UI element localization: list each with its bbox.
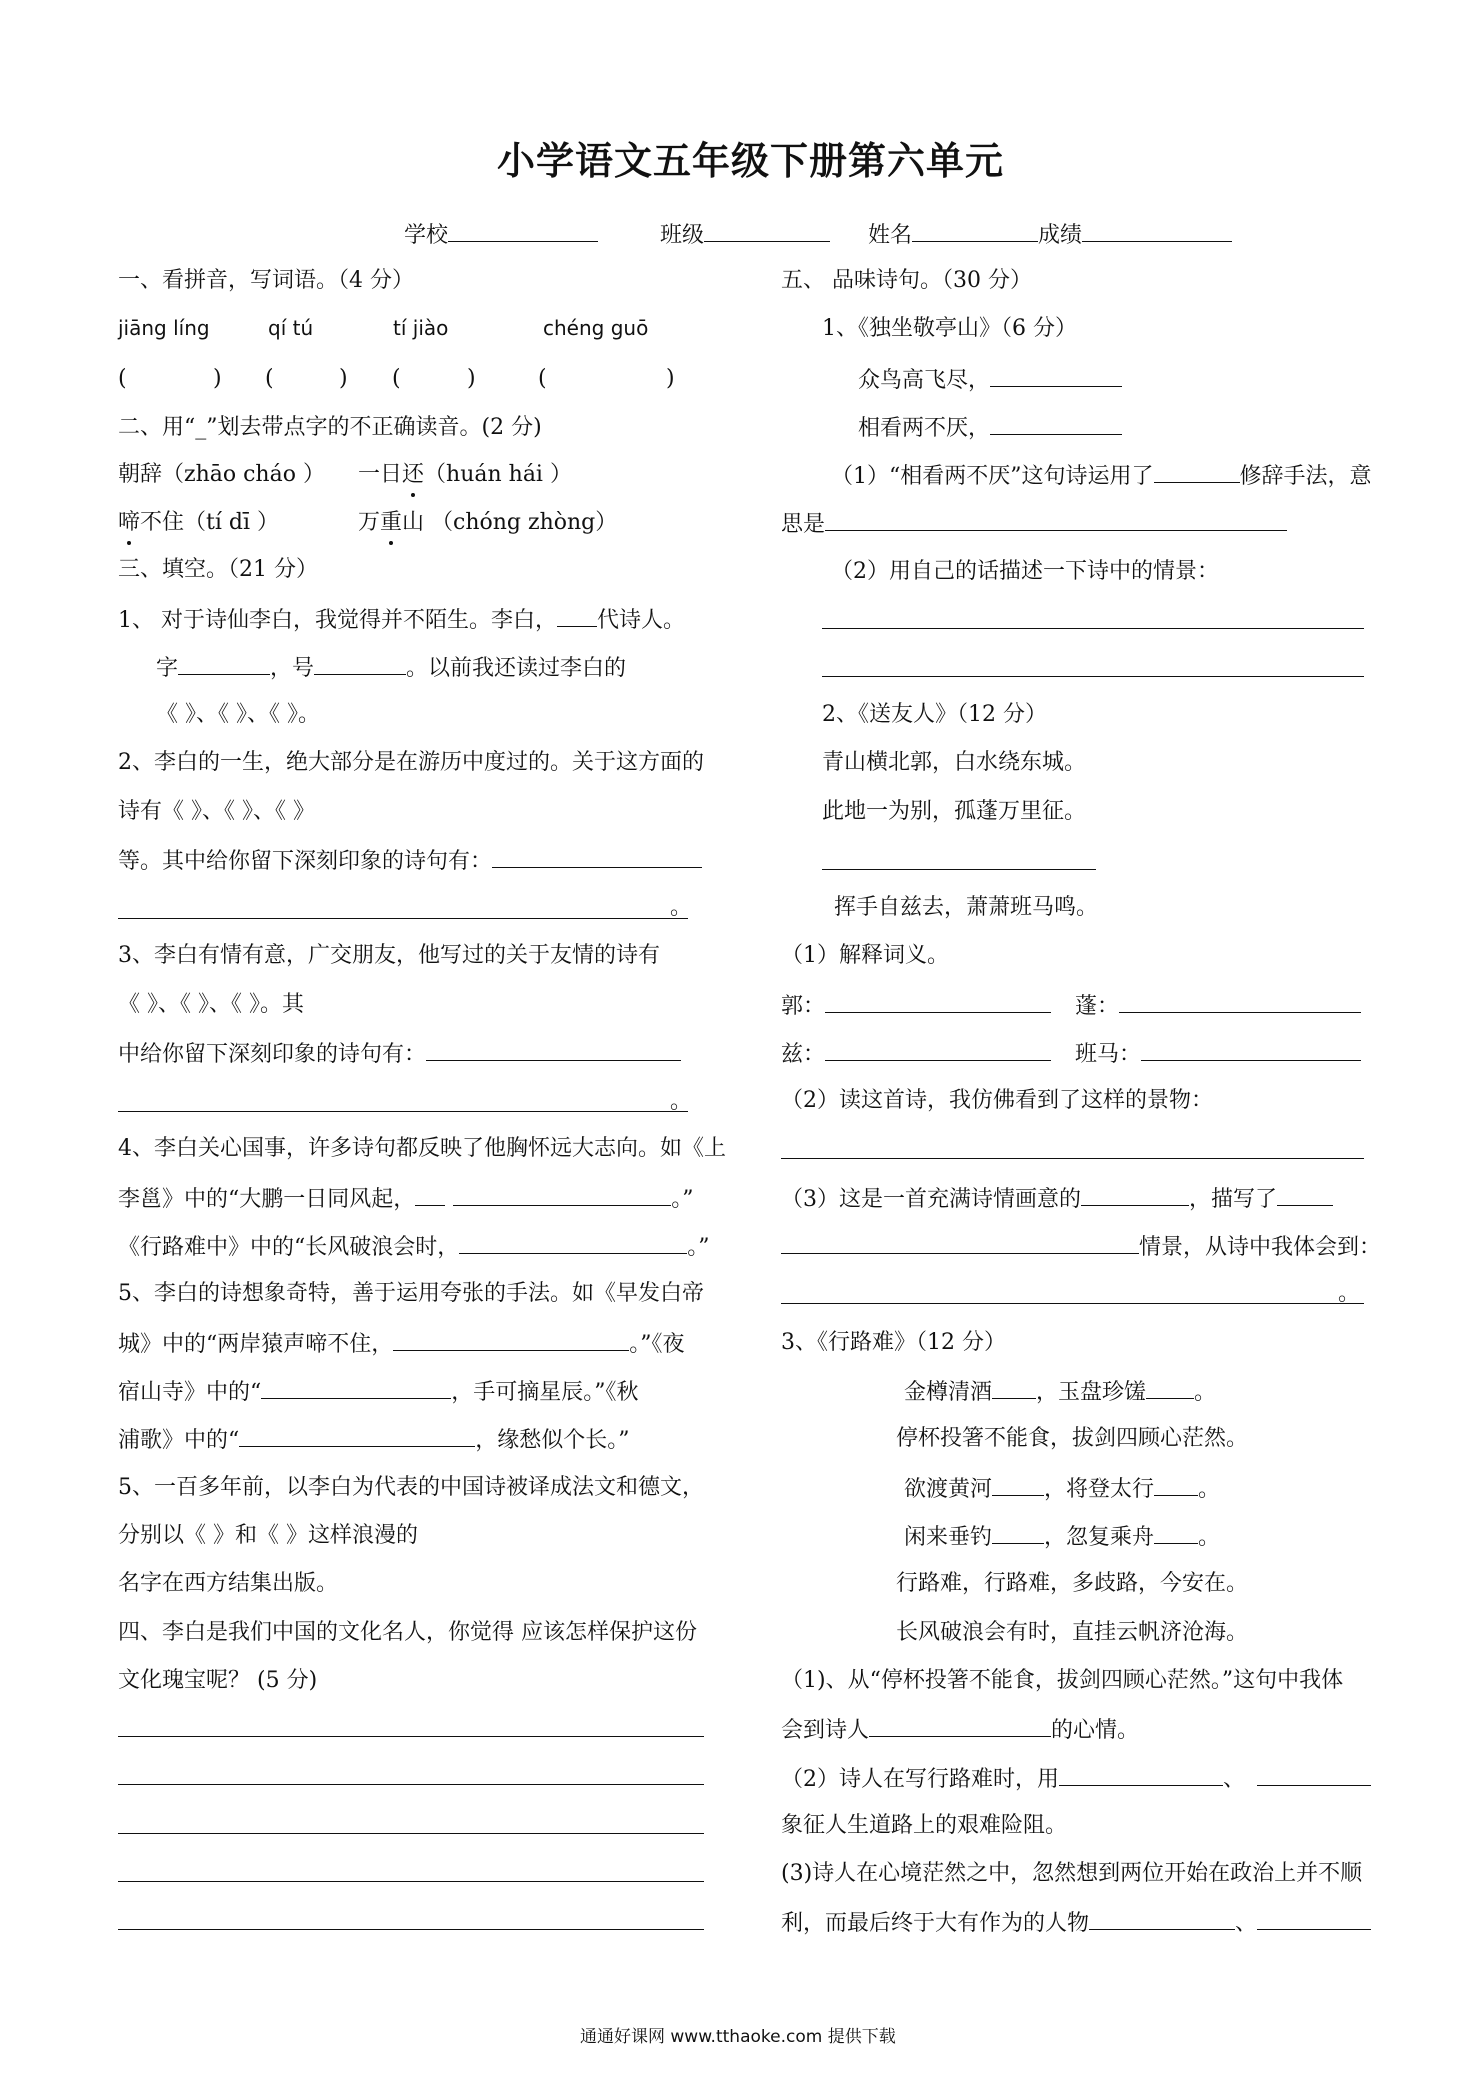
word-guo: 郭： <box>781 990 1051 1022</box>
word-banma: 班马： <box>1075 1038 1361 1070</box>
poem-1-q1-a: （1）“相看两不厌”这句诗运用了 修辞手法，意 <box>831 460 1372 492</box>
paren-close-4: ) <box>666 366 675 391</box>
class-blank[interactable] <box>704 219 830 242</box>
section-2-title: 二、用“_”划去带点字的不正确读音。(2 分) <box>118 415 542 440</box>
page-title: 小学语文五年级下册第六单元 <box>497 138 1005 183</box>
poem-2-line-1: 青山横北郭，白水绕东城。 <box>822 750 1087 775</box>
poem-2-line-2: 此地一为别，孤蓬万里征。 <box>822 799 1087 824</box>
paren-close-1: ) <box>213 366 222 391</box>
q3-line-a: 3、李白有情有意，广交朋友，他写过的关于友情的诗有 <box>118 943 660 968</box>
blank[interactable] <box>1119 990 1361 1013</box>
q5-line-c: 宿山寺》中的“ ，手可摘星辰。”《秋 <box>118 1376 639 1408</box>
answer-line[interactable] <box>822 676 1364 677</box>
reading-item-3: 啼不住（tí dī ） <box>118 508 279 538</box>
class-label: 班级 <box>660 223 705 248</box>
period: 。 <box>670 895 693 920</box>
blank[interactable] <box>992 1376 1036 1399</box>
answer-line[interactable] <box>781 1158 1364 1159</box>
q4-line-a: 4、李白关心国事，许多诗句都反映了他胸怀远大志向。如《上 <box>118 1136 726 1161</box>
section-1-title: 一、看拼音，写词语。（4 分） <box>118 268 414 293</box>
poem-3-q3-b: 利，而最后终于大有作为的人物 、 <box>781 1907 1371 1939</box>
blank[interactable] <box>1154 1473 1198 1496</box>
blank[interactable] <box>239 1424 475 1447</box>
poem-3-line-4: 闲来垂钓 ，忽复乘舟 。 <box>904 1521 1220 1553</box>
school-blank[interactable] <box>448 219 598 242</box>
footer-credit: 通通好课网 www.tthaoke.com 提供下载 <box>580 2027 896 2047</box>
answer-line[interactable] <box>781 1303 1364 1304</box>
answer-line[interactable] <box>118 918 688 919</box>
q2-line-a: 2、李白的一生，绝大部分是在游历中度过的。关于这方面的 <box>118 750 704 775</box>
reading-item-1: 朝辞（zhāo cháo ） <box>118 462 325 487</box>
blank[interactable] <box>1154 460 1240 483</box>
q6-line-b: 分别以《 》和《 》这样浪漫的 <box>118 1523 418 1548</box>
blank[interactable] <box>825 1038 1051 1061</box>
blank[interactable] <box>1277 1183 1333 1206</box>
poem-3-line-2: 停杯投箸不能食，拔剑四顾心茫然。 <box>896 1426 1249 1451</box>
q1-line-b: 字 ，号 。以前我还读过李白的 <box>156 652 626 684</box>
poem-2-q3-a: （3）这是一首充满诗情画意的 ，描写了 <box>781 1183 1333 1215</box>
blank[interactable] <box>992 1521 1044 1544</box>
period: 。 <box>670 1089 693 1114</box>
q4-line-c: 《行路难中》中的“长风破浪会时， 。” <box>118 1231 710 1263</box>
paren-open-2: ( <box>265 366 274 391</box>
q5-line-a: 5、李白的诗想象奇特，善于运用夸张的手法。如《早发白帝 <box>118 1281 704 1306</box>
blank[interactable] <box>825 990 1051 1013</box>
blank[interactable] <box>426 1038 681 1061</box>
blank[interactable] <box>781 1231 1139 1254</box>
score-label: 成绩 <box>1038 223 1083 248</box>
q3-line-b: 《 》、《 》、《 》。其 <box>118 992 304 1017</box>
q2-line-c: 等。其中给你留下深刻印象的诗句有： <box>118 845 702 877</box>
score-blank[interactable] <box>1082 219 1232 242</box>
section-4-line-a: 四、李白是我们中国的文化名人，你觉得 应该怎样保护这份 <box>118 1620 697 1645</box>
reading-item-4: 万重山 （chóng zhòng） <box>358 508 617 538</box>
q3-line-c: 中给你留下深刻印象的诗句有： <box>118 1038 681 1070</box>
blank[interactable] <box>1081 1183 1189 1206</box>
section-4-line-b: 文化瑰宝呢？ (5 分) <box>118 1668 318 1693</box>
poem-2-q2: （2）读这首诗，我仿佛看到了这样的景物： <box>781 1088 1213 1113</box>
answer-line[interactable] <box>118 1833 704 1834</box>
poem-1-q2: （2）用自己的话描述一下诗中的情景： <box>831 559 1219 584</box>
pinyin-2: qí tú <box>268 316 314 340</box>
name-blank[interactable] <box>912 219 1038 242</box>
poem-2-q3-b: 情景，从诗中我体会到： <box>781 1231 1381 1263</box>
poem-1-line-2: 相看两不厌， <box>858 412 1122 444</box>
blank[interactable] <box>1257 1763 1371 1786</box>
pinyin-1: jiāng líng <box>118 316 210 340</box>
q1-line-c: 《 》、《 》、《 》。 <box>156 702 320 727</box>
q2-line-b: 诗有《 》、《 》、《 》 <box>118 799 315 824</box>
poem-3-line-6: 长风破浪会有时，直挂云帆济沧海。 <box>896 1620 1249 1645</box>
word-zi: 兹： <box>781 1038 1051 1070</box>
blank[interactable] <box>393 1328 629 1351</box>
section-3-title: 三、填空。（21 分） <box>118 557 318 582</box>
dotted-char: 还 <box>402 460 424 490</box>
poem-2-title: 2、《送友人》（12 分） <box>822 702 1047 727</box>
blank[interactable] <box>990 364 1122 387</box>
header-info-row <box>404 219 1232 251</box>
paren-open-4: ( <box>538 366 547 391</box>
poem-3-line-3: 欲渡黄河 ，将登太行 。 <box>904 1473 1220 1505</box>
answer-line[interactable] <box>822 628 1364 629</box>
pinyin-3: tí jiào <box>393 316 449 340</box>
answer-line[interactable] <box>118 1929 704 1930</box>
section-5-title: 五、 品味诗句。（30 分） <box>781 268 1032 293</box>
blank[interactable] <box>314 652 406 675</box>
blank[interactable] <box>557 604 597 627</box>
poem-3-q2-b: 象征人生道路上的艰难险阻。 <box>781 1813 1068 1838</box>
dotted-char: 啼 <box>118 508 140 538</box>
q6-line-c: 名字在西方结集出版。 <box>118 1571 339 1596</box>
q4-line-b: 李邕》中的“大鹏一日同风起， 。” <box>118 1183 694 1215</box>
school-label: 学校 <box>404 223 449 248</box>
poem-3-q1-b: 会到诗人 的心情。 <box>781 1714 1139 1746</box>
blank[interactable] <box>869 1714 1051 1737</box>
poem-3-q1-a: （1)、从“停杯投箸不能食，拔剑四顾心茫然。”这句中我体 <box>781 1668 1344 1693</box>
blank[interactable] <box>1089 1907 1235 1930</box>
q5-line-b: 城》中的“两岸猿声啼不住， 。”《夜 <box>118 1328 685 1360</box>
blank[interactable] <box>178 652 270 675</box>
poem-1-line-1: 众鸟高飞尽， <box>858 364 1122 396</box>
blank[interactable] <box>1257 1907 1371 1930</box>
blank[interactable] <box>1141 1038 1361 1061</box>
paren-open-1: ( <box>118 366 127 391</box>
poem-3-title: 3、《行路难》（12 分） <box>781 1330 1006 1355</box>
blank[interactable] <box>453 1183 671 1206</box>
paren-open-3: ( <box>392 366 401 391</box>
paren-close-3: ) <box>467 366 476 391</box>
blank[interactable] <box>825 508 1287 531</box>
poem-3-line-5: 行路难，行路难，多歧路，今安在。 <box>896 1571 1249 1596</box>
answer-line[interactable] <box>118 1881 704 1882</box>
poem-3-q2-a: （2）诗人在写行路难时，用 、 <box>781 1763 1371 1795</box>
blank[interactable] <box>492 845 702 868</box>
poem-1-title: 1、《独坐敬亭山》（6 分） <box>822 316 1077 341</box>
dotted-char: 重 <box>380 508 402 538</box>
q5-line-d: 浦歌》中的“ ，缘愁似个长。” <box>118 1424 630 1456</box>
q1-line-a: 1、 对于诗仙李白，我觉得并不陌生。李白， 代诗人。 <box>118 604 685 636</box>
name-label: 姓名 <box>868 223 913 248</box>
blank[interactable] <box>459 1231 687 1254</box>
answer-line[interactable] <box>822 869 1096 870</box>
blank[interactable] <box>415 1183 445 1206</box>
poem-2-q1: （1）解释词义。 <box>781 943 949 968</box>
pinyin-4: chéng guō <box>543 316 649 340</box>
blank[interactable] <box>990 412 1122 435</box>
blank[interactable] <box>1146 1376 1194 1399</box>
poem-3-q3-a: (3)诗人在心境茫然之中，忽然想到两位开始在政治上并不顺 <box>781 1861 1363 1886</box>
blank[interactable] <box>1154 1521 1198 1544</box>
blank[interactable] <box>992 1473 1044 1496</box>
word-peng: 蓬： <box>1075 990 1361 1022</box>
paren-close-2: ) <box>339 366 348 391</box>
q6-line-a: 5、一百多年前，以李白为代表的中国诗被译成法文和德文， <box>118 1475 704 1500</box>
period: 。 <box>1338 1281 1361 1306</box>
poem-3-line-1: 金樽清酒 ，玉盘珍馐 。 <box>904 1376 1216 1408</box>
blank[interactable] <box>1059 1763 1223 1786</box>
blank[interactable] <box>261 1376 451 1399</box>
poem-2-line-4: 挥手自兹去，萧萧班马鸣。 <box>834 895 1099 920</box>
poem-1-q1-b: 思是 <box>781 508 1287 540</box>
answer-line[interactable] <box>118 1111 688 1112</box>
answer-line[interactable] <box>118 1784 704 1785</box>
reading-item-2: 一日还（huán hái ） <box>358 460 572 490</box>
answer-line[interactable] <box>118 1736 704 1737</box>
